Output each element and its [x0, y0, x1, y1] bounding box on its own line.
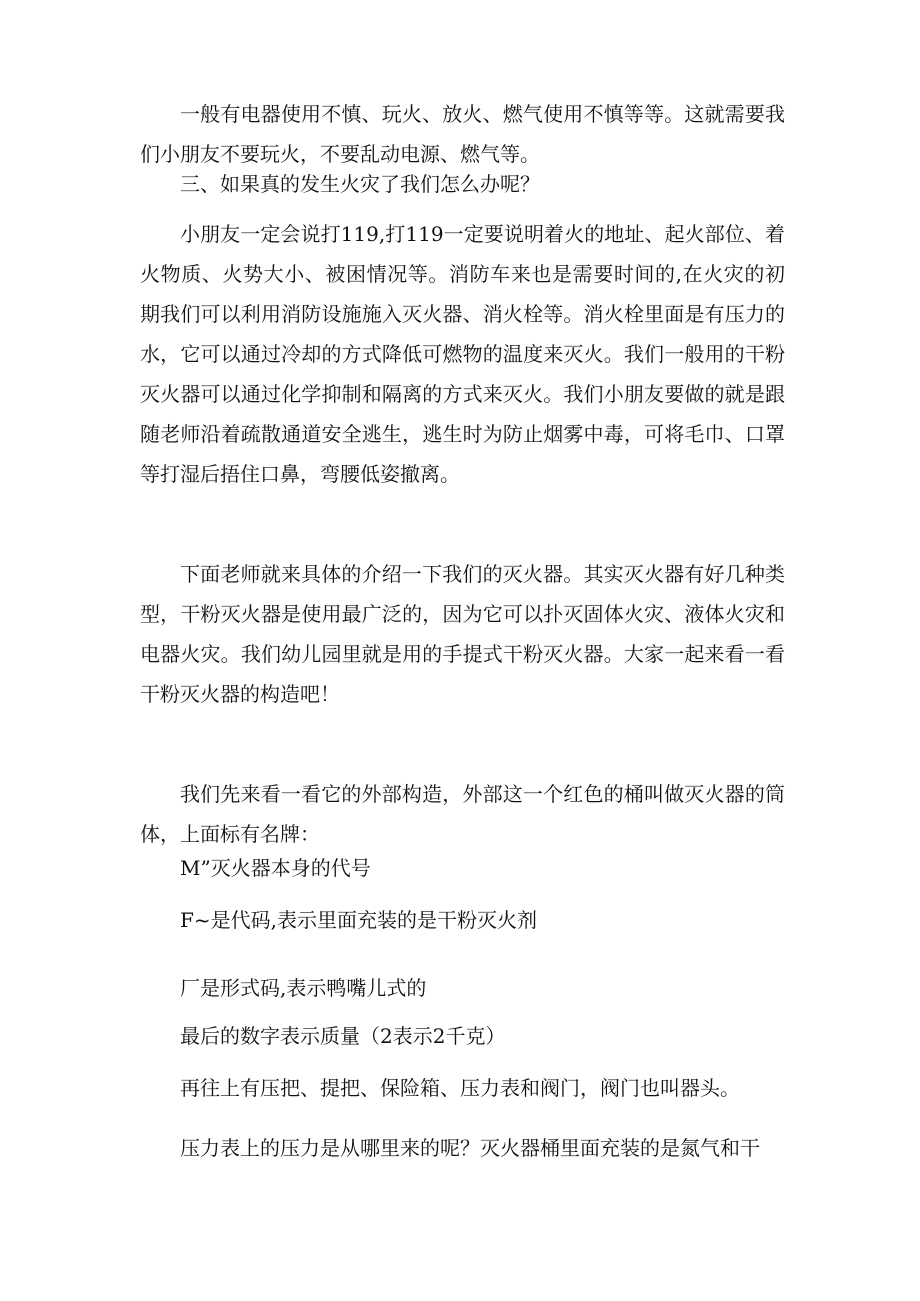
line-model-code: M”灭火器本身的代号 [180, 856, 371, 880]
paragraph-fire-causes: 一般有电器使用不慎、玩火、放火、燃气使用不慎等等。这就需要我们小朋友不要玩火，不要乱动电源、燃气等。 [140, 102, 785, 166]
line-form-code: 厂是形式码,表示鸭嘴儿式的 [180, 976, 427, 1000]
line-pressure-question: 压力表上的压力是从哪里来的呢？灭火器桶里面充装的是氮气和干 [180, 1136, 760, 1160]
paragraph-external-structure: 我们先来看一看它的外部构造，外部这一个红色的桶叫做灭火器的筒体，上面标有名牌： [140, 782, 785, 846]
paragraph-call-119: 小朋友一定会说打119,打119一定要说明着火的地址、起火部位、着火物质、火势大小、被困情况等。消防车来也是需要时间的,在火灾的初期我们可以利用消防设施施入灭火器、消火栓等。消火栓里面是有压力的水，它可以通过冷却的方式降低可燃物的温度来灭火。我们一般用的干粉灭火器可以通过化学抑制和隔离的方式来灭火。我们小朋友要做的就是跟随老师沿着疏散通道安全逃生，逃生时为防止烟雾中毒，可将毛巾、口罩等打湿后捂住口鼻，弯腰低姿撤离。 [140, 222, 785, 486]
line-mass-number: 最后的数字表示质量（2表示2千克） [180, 1024, 506, 1048]
line-parts: 再往上有压把、提把、保险箱、压力表和阀门，阀门也叫器头。 [180, 1076, 740, 1100]
section-heading-what-to-do: 三、如果真的发生火灾了我们怎么办呢？ [180, 172, 540, 196]
paragraph-extinguisher-types: 下面老师就来具体的介绍一下我们的灭火器。其实灭火器有好几种类型，干粉灭火器是使用最广泛的，因为它可以扑灭固体火灾、液体火灾和电器火灾。我们幼儿园里就是用的手提式干粉灭火器。大家一起来看一看干粉灭火器的构造吧！ [140, 562, 785, 706]
line-f-code: F~是代码,表示里面充装的是干粉灭火剂 [180, 908, 537, 932]
